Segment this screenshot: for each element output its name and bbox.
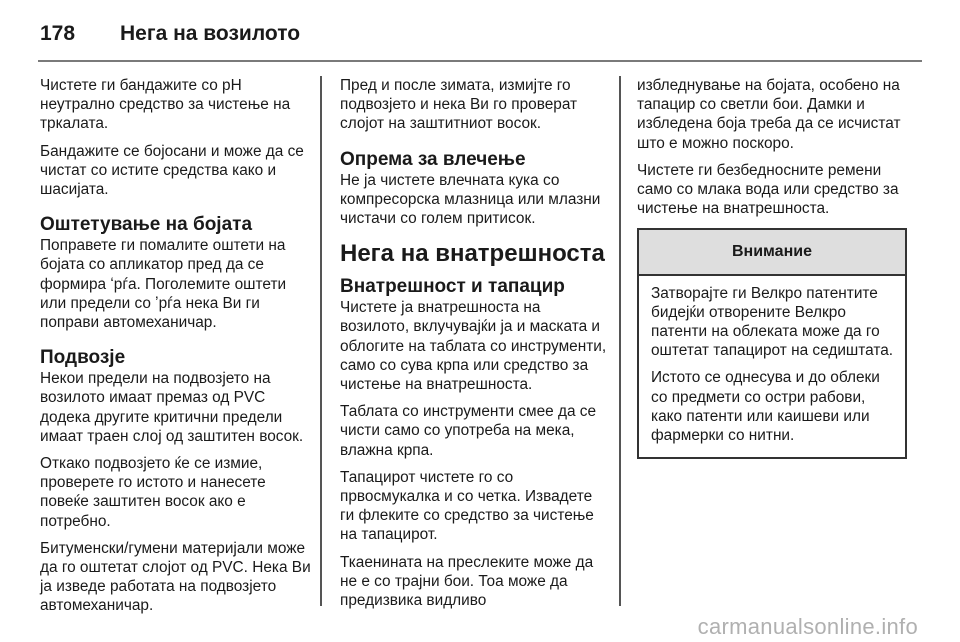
column-divider — [320, 76, 322, 606]
section-heading-towing: Опрема за влечење — [340, 148, 526, 170]
page-title: Нега на возилото — [120, 22, 301, 45]
paragraph: Откако подвозјето ќе се измие, проверете го истото и нанесете повеќе заштитен восок ако е потребно. — [40, 455, 266, 530]
paragraph: Тапацирот чистете го со првосмукалка и со четка. Извадете ги флеките со средство за чистење на тапацирот. — [340, 468, 594, 544]
chapter-heading-interior: Нега на внатрешноста — [340, 240, 605, 268]
paragraph: Ткаенината на преслеките може да не е со трајни бои. Тоа може да предизвика видливо — [340, 553, 594, 610]
column-3 — [637, 76, 907, 459]
section-heading-underbody: Подвозје — [40, 347, 126, 369]
section-heading-upholstery: Внатрешност и тапацир — [340, 276, 565, 298]
paragraph: Чистете ги бандажите со pH неутрално средство за чистење на тркалата. — [40, 77, 291, 133]
page-number: 178 — [40, 22, 76, 45]
warning-paragraph: Истото се однесува и до облеки со предмети со остри рабови, како патенти или каишеви или фармерки со нитни. — [651, 369, 880, 445]
paragraph: Не ја чистете влечната кука со компресорска млазница или млазни чистачи со голем притисок. — [340, 171, 601, 228]
paragraph: Бандажите се бојосани и може да се чистат со истите средства како и шасијата. — [40, 142, 304, 199]
paragraph: избледнување на бојата, особено на тапацир со светли бои. Дамки и избледена боја треба да се исчистат што е можно поскоро. — [637, 77, 901, 152]
paragraph: Некои предели на подвозјето на возилото имаат премаз од PVC додека другите критични предели имаат траен слој од заштитен восок. — [40, 370, 304, 445]
paragraph: Таблата со инструменти смее да се чисти само со употреба на мека, влажна крпа. — [340, 403, 597, 459]
paragraph: Пред и после зимата, измијте го подвозјето и нека Ви го проверат слојот на заштитниот восок. — [340, 77, 578, 133]
paragraph: Битуменски/гумени материјали може да го оштетат слојот од PVC. Нека Ви ја изведе работата на подвозјето автомеханичар. — [40, 539, 311, 615]
warning-box — [637, 228, 907, 459]
column-divider — [619, 76, 621, 606]
watermark: carmanualsonline.info — [697, 614, 918, 639]
paragraph: Поправете ги помалите оштети на бојата со апликатор пред да се формира ʻрѓа. Поголемите оштети или предели со ʼрѓа нека Ви ги поправи автомеханичар. — [40, 237, 287, 332]
section-heading-paint: Оштетување на бојата — [40, 214, 253, 236]
warning-body — [639, 276, 905, 458]
header-rule — [38, 60, 922, 62]
paragraph: Чистете ја внатрешноста на возилото, вклучувајќи ја и маската и облогите на таблата со инструменти, само со сува крпа или средство за чистење на внатрешноста. — [340, 299, 607, 394]
paragraph: Чистете ги безбедносните ремени само со млака вода или средство за чистење на внатрешноста. — [637, 161, 899, 218]
column-2 — [340, 76, 610, 618]
column-1 — [40, 76, 312, 624]
page-header — [40, 14, 300, 54]
warning-title: Внимание — [639, 230, 905, 275]
warning-paragraph: Затворајте ги Велкро патентите бидејќи отворените Велкро патенти на облеката може да го оштетат тапацирот на седиштата. — [651, 284, 894, 360]
